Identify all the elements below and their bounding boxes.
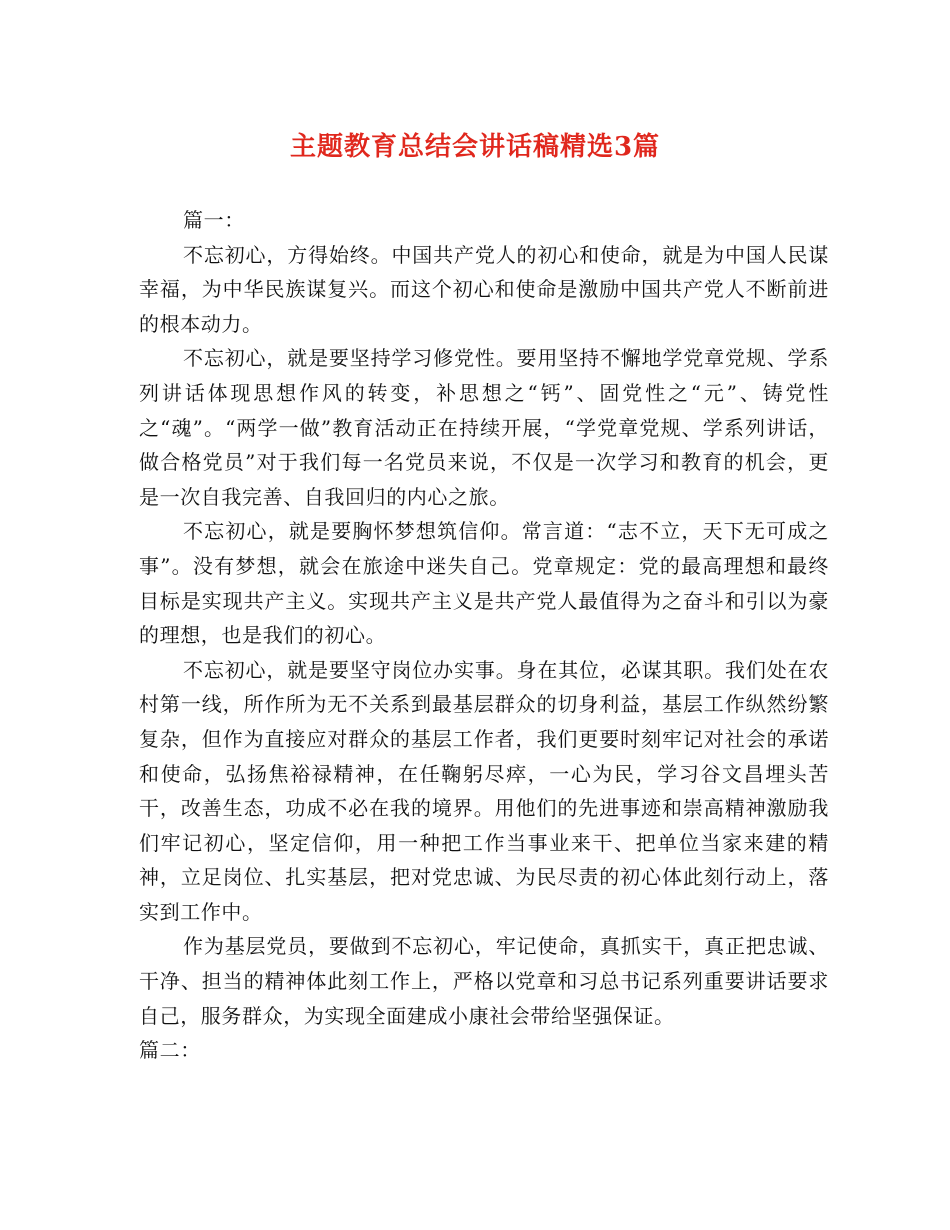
paragraph: 不忘初心，就是要坚守岗位办实事。身在其位，必谋其职。我们处在农村第一线，所作所为无不关系到最基层群众的切身利益，基层工作纵然纷繁复杂，但作为直接应对群众的基层工作者，我们更要时刻牢记对社会的承诺和使命，弘扬焦裕禄精神，在任鞠躬尽瘁，一心为民，学习谷文昌埋头苦干，改善生态，功成不必在我的境界。用他们的先进事迹和崇高精神激励我们牢记初心，坚定信仰，用一种把工作当事业来干、把单位当家来建的精神，立足岗位、扎实基层，把对党忠诚、为民尽责的初心体此刻行动上，落实到工作中。 xyxy=(139,657,829,924)
document-title: 主题教育总结会讲话稿精选3篇 xyxy=(289,132,661,162)
paragraph: 作为基层党员，要做到不忘初心，牢记使命，真抓实干，真正把忠诚、干净、担当的精神体此刻工作上，严格以党章和习总书记系列重要讲话要求自己，服务群众，为实现全面建成小康社会带给坚强保证。 xyxy=(139,934,829,1028)
section-heading-1: 篇一： xyxy=(183,208,245,232)
paragraph: 不忘初心，就是要胸怀梦想筑信仰。常言道：“志不立，天下无可成之事”。没有梦想，就会在旅途中迷失自己。党章规定：党的最高理想和最终目标是实现共产主义。实现共产主义是共产党人最值得为之奋斗和引以为豪的理想，也是我们的初心。 xyxy=(139,519,829,648)
paragraph: 不忘初心，方得始终。中国共产党人的初心和使命，就是为中国人民谋幸福，为中华民族谋复兴。而这个初心和使命是激励中国共产党人不断前进的根本动力。 xyxy=(139,242,829,336)
document-body xyxy=(139,203,829,1068)
paragraph: 不忘初心，就是要坚持学习修党性。要用坚持不懈地学党章党规、学系列讲话体现思想作风的转变，补思想之“钙”、固党性之“元”、铸党性之“魂”。“两学一做”教育活动正在持续开展，“学党章党规、学系列讲话，做合格党员”对于我们每一名党员来说，不仅是一次学习和教育的机会，更是一次自我完善、自我回归的内心之旅。 xyxy=(139,346,829,509)
section-heading-2: 篇二： xyxy=(139,1038,201,1063)
